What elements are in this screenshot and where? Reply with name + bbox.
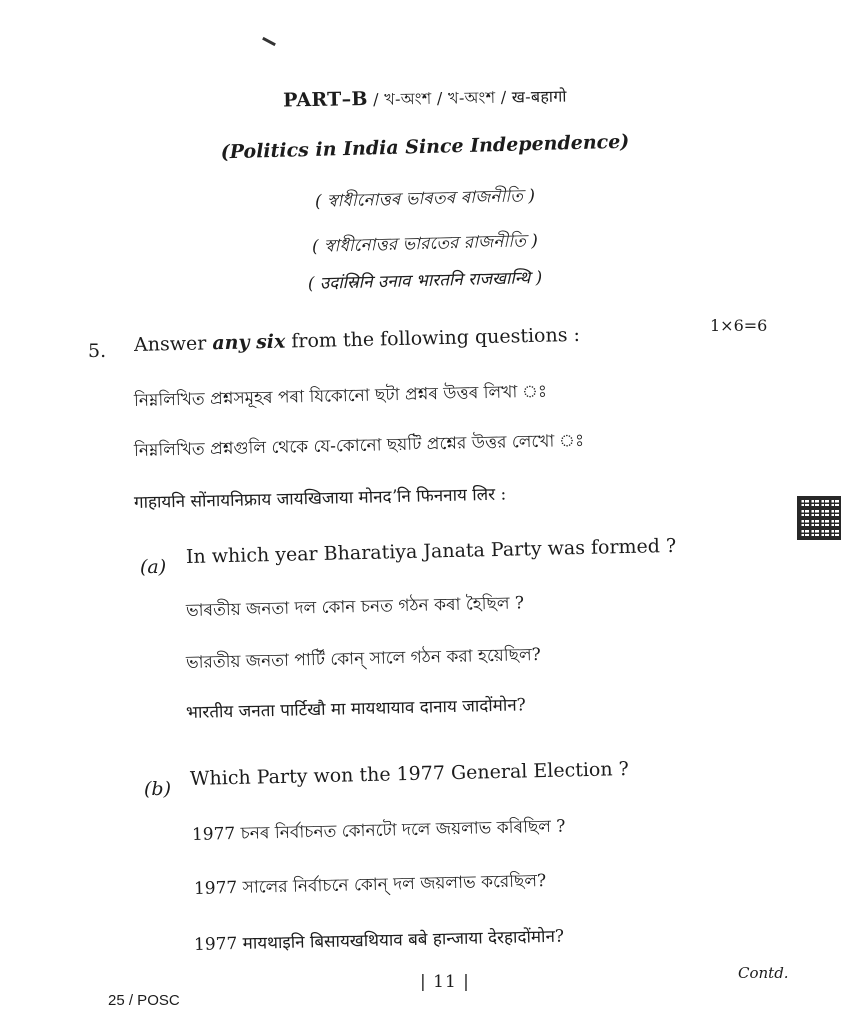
instruction-bodo: गाहायनि सोंनायनिफ्राय जायखिजाया मोनदʼनि फिननाय लिर : (133, 484, 507, 513)
subquestion-a-assamese: ভাৰতীয় জনতা দল কোন চনত গঠন কৰা হৈছিল ? (185, 593, 525, 621)
question-text (134, 324, 580, 356)
part-heading (0, 79, 850, 121)
continued-label: Contd. (738, 964, 789, 982)
question-number: 5. (88, 340, 107, 362)
subquestion-a-bodo: भारतीय जनता पार्टिखौ मा मायथायाव दानाय जादोंमोन? (185, 695, 527, 723)
question-text-prefix: Answer (133, 332, 213, 356)
qr-code-icon (797, 496, 841, 540)
subquestion-a-label: (a) (140, 556, 167, 578)
part-variants: / খ-অংশ / খ-অংশ / ख-बहागो (367, 86, 567, 109)
pen-mark (262, 37, 276, 46)
instruction-assamese: নিম্নলিখিত প্ৰশ্নসমূহৰ পৰা যিকোনো ছটা প্ৰশ্নৰ উত্তৰ লিখা ঃ (133, 381, 548, 411)
paper-code: 25 / POSC (108, 992, 180, 1009)
page-number: | 11 | (420, 972, 470, 992)
subquestion-b-label: (b) (144, 778, 171, 800)
subquestion-a-bengali: ভারতীয় জনতা পার্টি কোন্ সালে গঠন করা হয়েছিল? (185, 644, 541, 673)
part-label: PART–B (283, 87, 368, 112)
subquestion-b-bodo: 1977 मायथाइनि बिसायखथियाव बबे हान्जाया देरहादोंमोन? (193, 926, 565, 955)
subject-title-bengali: ( স্বাধীনোত্তর ভারতের রাজনীতি ) (311, 231, 539, 257)
question-text-suffix: from the following questions : (285, 323, 581, 353)
subject-title-assamese: ( স্বাধীনোত্তৰ ভাৰতৰ ৰাজনীতি ) (314, 186, 536, 212)
subquestion-b-english: Which Party won the 1977 General Election ? (189, 758, 630, 790)
subquestion-a-english: In which year Bharatiya Janata Party was formed ? (185, 534, 677, 568)
subquestion-b-assamese: 1977 চনৰ নিৰ্বাচনত কোনটো দলে জয়লাভ কৰিছিল ? (191, 816, 566, 845)
subject-title-english: (Politics in India Since Independence) (220, 130, 630, 164)
question-text-emphasis: any six (212, 330, 286, 355)
instruction-bengali: নিম্নলিখিত প্রশ্নগুলি থেকে যে-কোনো ছয়টি প্রশ্নের উত্তর লেখো ঃ (133, 430, 585, 461)
marks-allocation: 1×6=6 (710, 316, 768, 335)
subquestion-b-bengali: 1977 সালের নির্বাচনে কোন্ দল জয়লাভ করেছিল? (193, 871, 547, 899)
subject-title-bodo: ( उदांस्रिनि उनाव भारतनि राजखान्थि ) (307, 267, 543, 295)
